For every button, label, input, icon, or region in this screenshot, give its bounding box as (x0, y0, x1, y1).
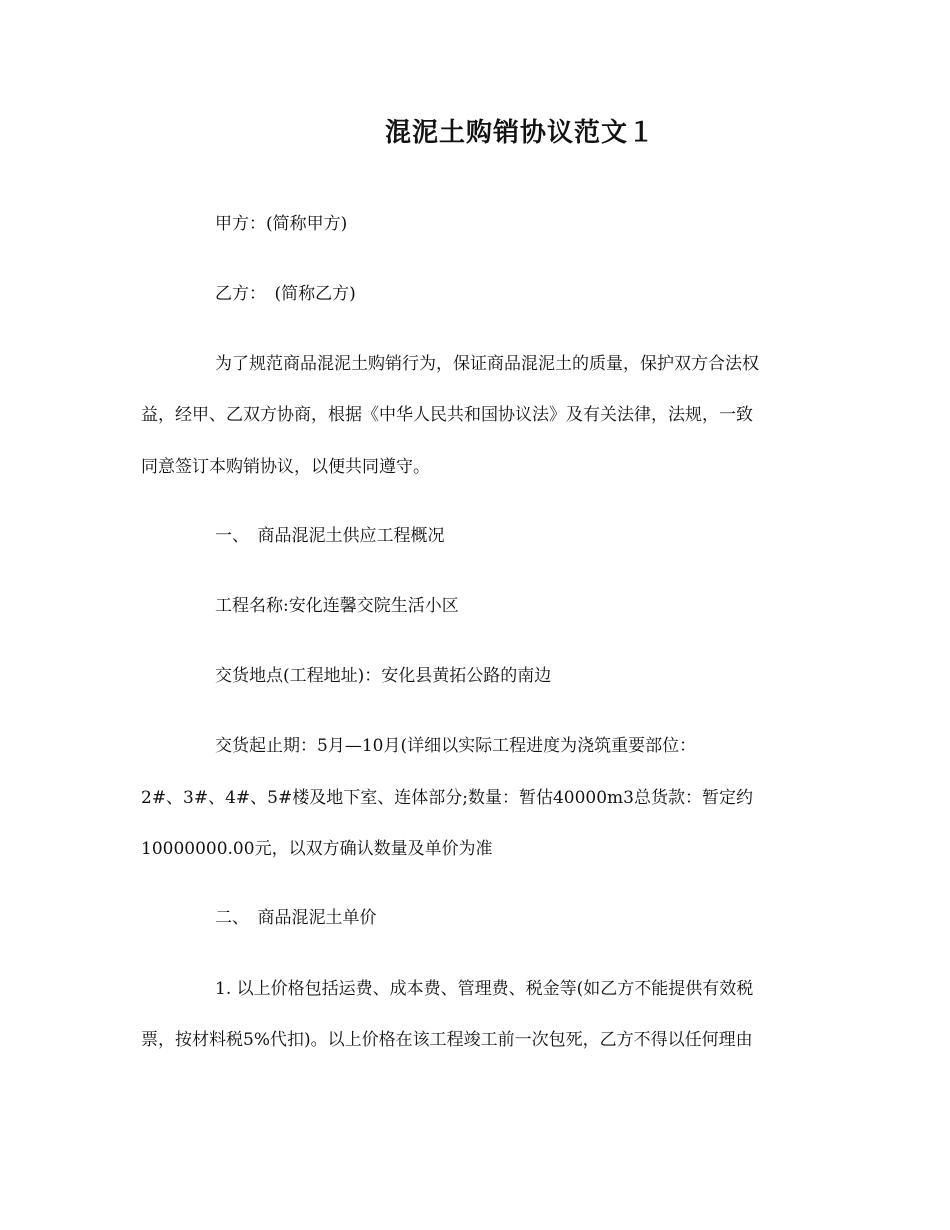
price-clause-line-1: 1. 以上价格包括运费、成本费、管理费、税金等(如乙方不能提供有效税 (215, 979, 754, 999)
price-clause-line-2: 票，按材料税5%代扣)。以上价格在该工程竣工前一次包死，乙方不得以任何理由 (141, 1030, 753, 1050)
delivery-period-line-3: 10000000.00元，以双方确认数量及单价为准 (141, 839, 493, 859)
party-b-line: 乙方： (简称乙方) (215, 284, 356, 304)
delivery-location-line: 交货地点(工程地址)：安化县黄拓公路的南边 (215, 666, 552, 686)
delivery-period-line-2: 2#、3#、4#、5#楼及地下室、连体部分;数量：暂估40000m3总货款：暂定约 (141, 788, 753, 808)
project-name-line: 工程名称:安化连馨交院生活小区 (215, 596, 459, 616)
section-1-heading: 一、 商品混泥土供应工程概况 (215, 526, 445, 546)
document-title: 混泥土购销协议范文１ (384, 118, 655, 148)
preamble-line-3: 同意签订本购销协议，以便共同遵守。 (141, 457, 430, 477)
preamble-line-1: 为了规范商品混泥土购销行为，保证商品混泥土的质量，保护双方合法权 (215, 354, 759, 374)
delivery-period-line-1: 交货起止期：5月—10月(详细以实际工程进度为浇筑重要部位： (215, 736, 697, 756)
party-a-line: 甲方：(简称甲方) (215, 214, 348, 234)
section-2-heading: 二、 商品混泥土单价 (215, 908, 377, 928)
preamble-line-2: 益，经甲、乙双方协商，根据《中华人民共和国协议法》及有关法律，法规，一致 (141, 405, 753, 425)
